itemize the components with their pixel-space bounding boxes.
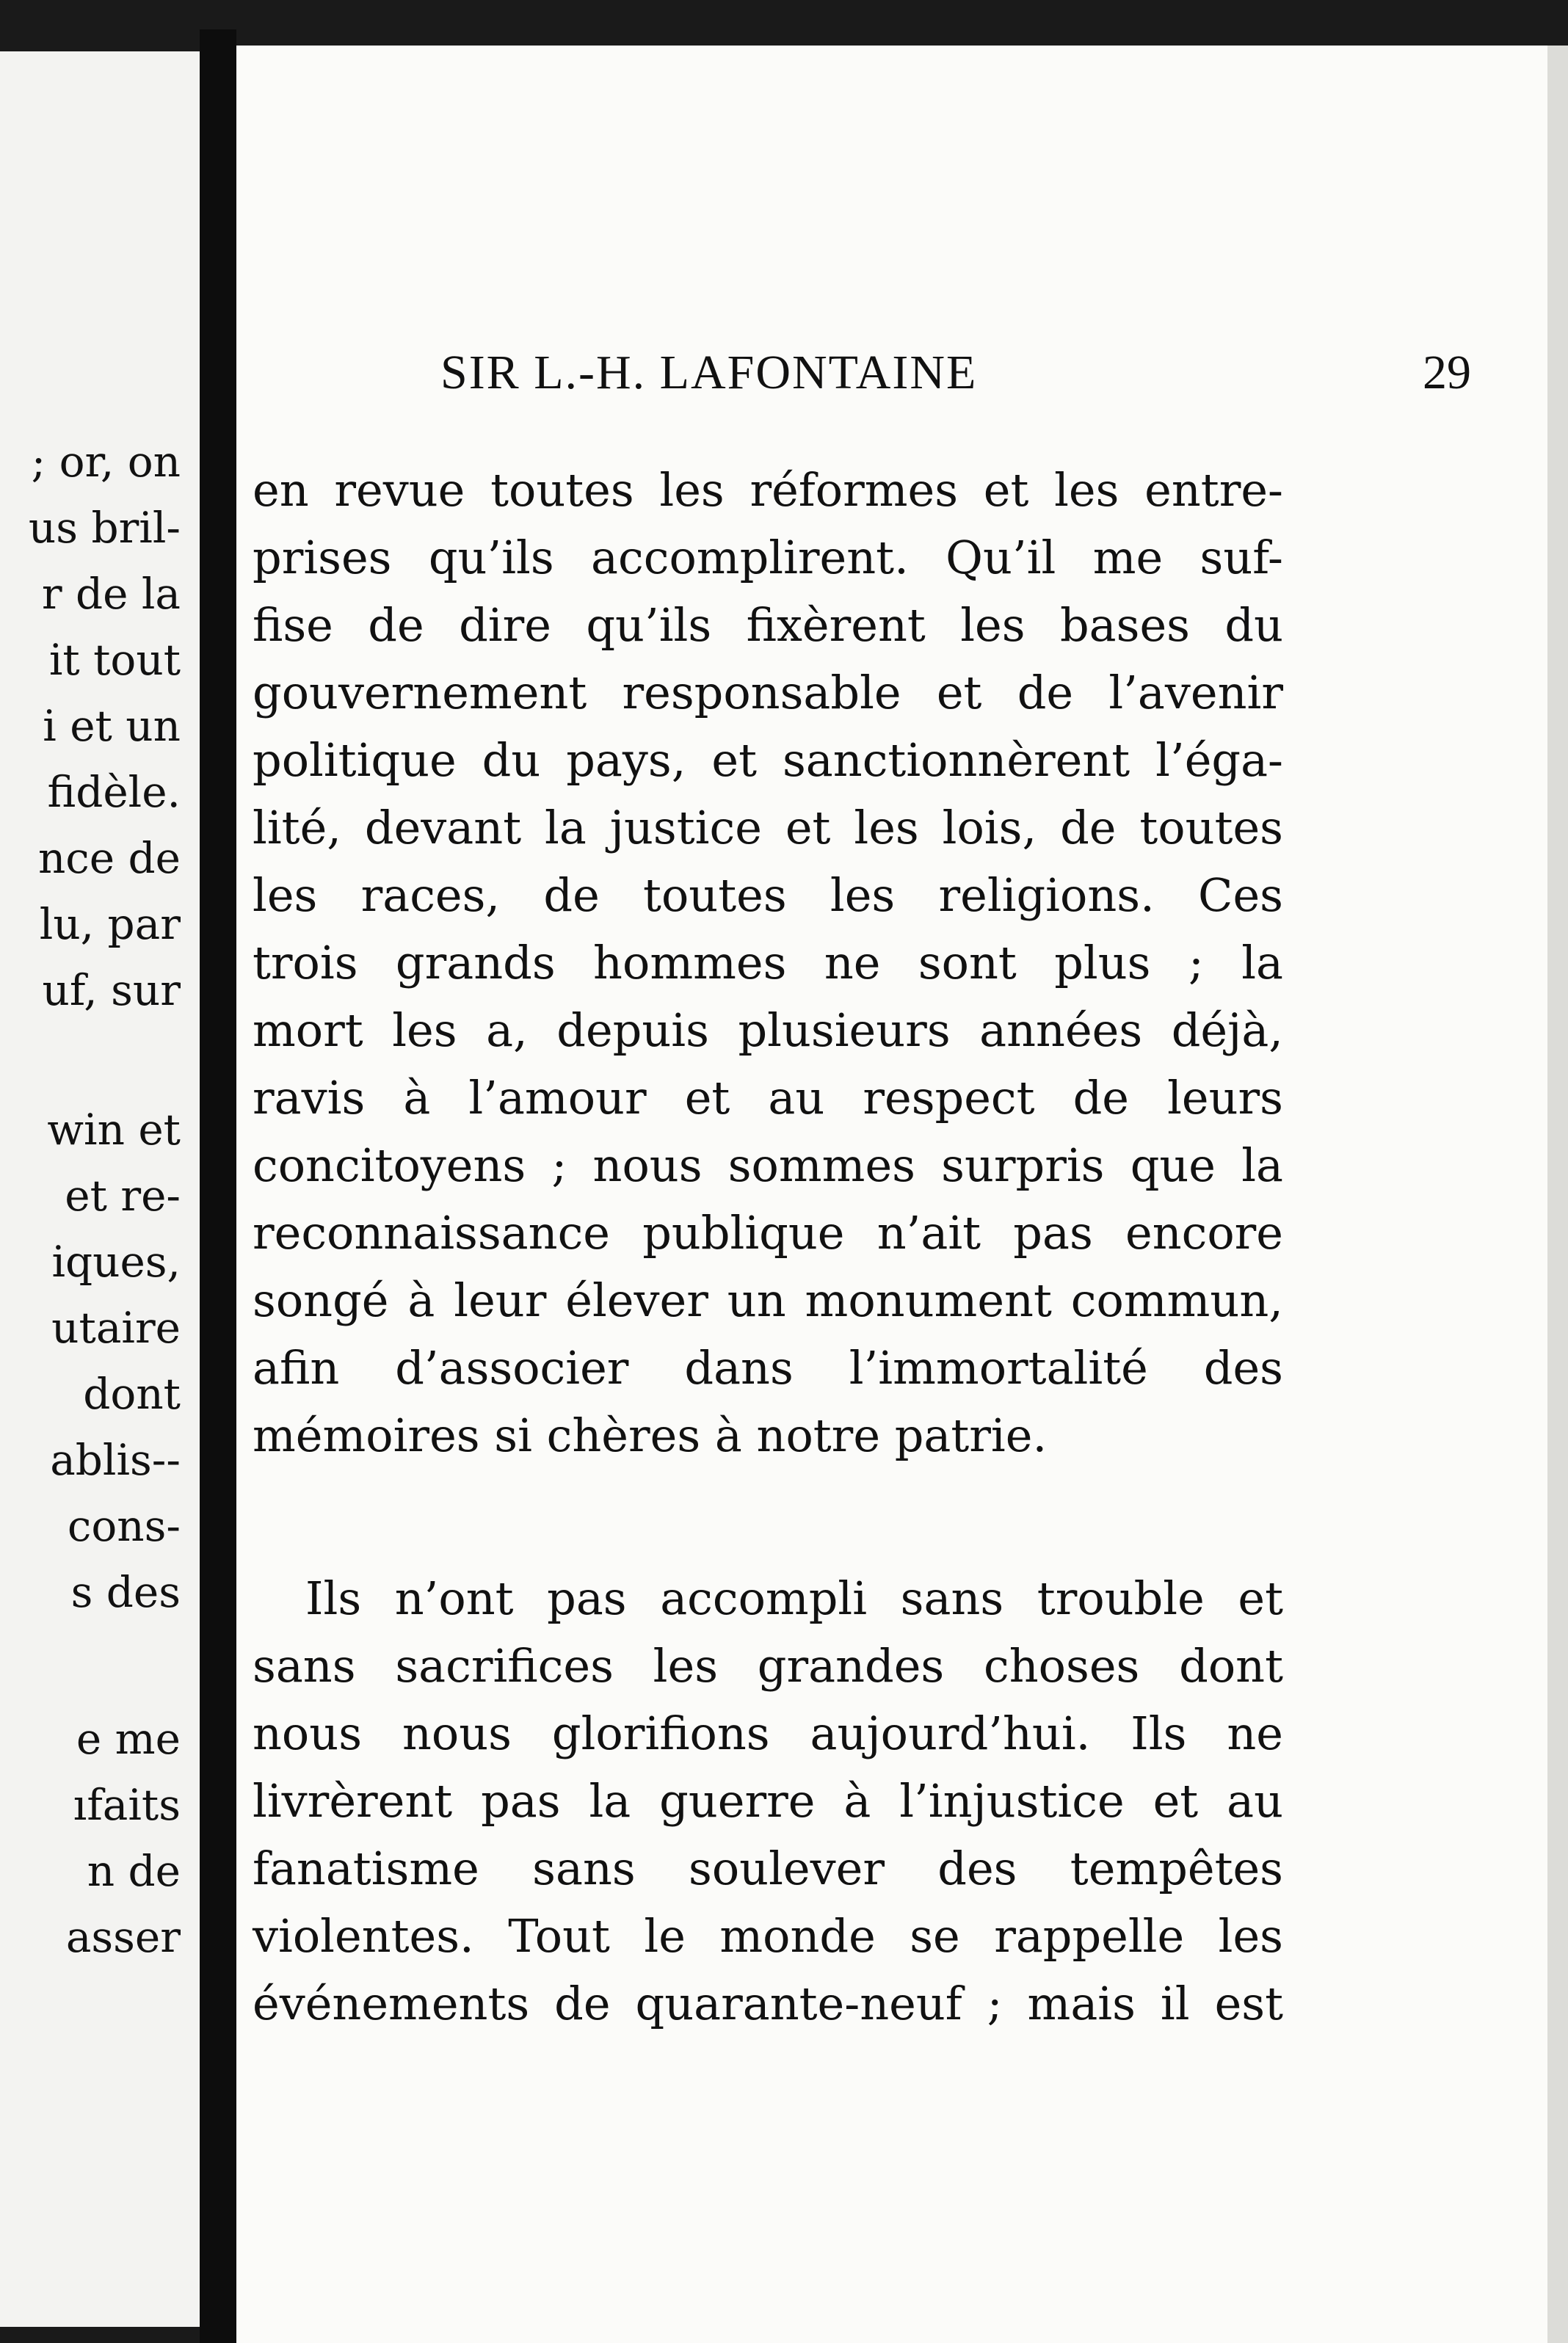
previous-page-line: et re- <box>65 1171 181 1221</box>
text-line: mémoires si chères à notre patrie. <box>253 1409 1048 1462</box>
previous-page-line: s des <box>70 1567 181 1617</box>
previous-page-line: uf, sur <box>42 965 181 1015</box>
previous-page-line: asser <box>65 1912 181 1962</box>
running-header <box>236 345 1547 401</box>
book-page <box>236 46 1547 2343</box>
previous-page-line: ; or, on <box>31 437 181 487</box>
previous-page-line: nce de <box>37 833 181 883</box>
previous-page-line: iques, <box>51 1237 181 1287</box>
paragraph-break <box>253 1470 1283 1565</box>
text-line: ravis à l’amour et au respect de leurs <box>253 1071 1283 1125</box>
previous-page-line: fidèle. <box>47 767 181 817</box>
text-line: prises qu’ils accomplirent. Qu’il me suf- <box>253 531 1283 584</box>
text-line: reconnaissance publique n’ait pas encore <box>253 1206 1283 1260</box>
previous-page-line: cons- <box>67 1501 181 1551</box>
text-line: Ils n’ont pas accompli sans trouble et <box>305 1572 1283 1625</box>
previous-page-line: us bril- <box>28 503 181 553</box>
text-line: lité, devant la justice et les lois, de toutes <box>253 801 1283 854</box>
previous-page-line: ıfaits <box>73 1780 181 1830</box>
text-line: en revue toutes les réformes et les entre- <box>253 463 1283 517</box>
text-line: afin d’associer dans l’immortalité des <box>253 1341 1283 1395</box>
previous-page-line: e me <box>76 1714 181 1764</box>
paragraph <box>253 457 1283 2038</box>
previous-page-line: i et un <box>43 701 181 751</box>
text-line: concitoyens ; nous sommes surpris que la <box>253 1138 1283 1192</box>
text-line: les races, de toutes les religions. Ces <box>253 868 1283 922</box>
text-line: violentes. Tout le monde se rappelle les <box>253 1909 1283 1963</box>
previous-page-line: ablis-- <box>50 1435 181 1485</box>
previous-page-line: n de <box>87 1846 181 1896</box>
text-line: fanatisme sans soulever des tempêtes <box>253 1842 1283 1895</box>
previous-page-line: win et <box>47 1105 181 1155</box>
text-line: livrèrent pas la guerre à l’injustice et au <box>253 1774 1283 1828</box>
text-line: nous nous glorifions aujourd’hui. Ils ne <box>253 1707 1283 1760</box>
text-line: fise de dire qu’ils fixèrent les bases du <box>253 598 1283 652</box>
text-line: gouvernement responsable et de l’avenir <box>253 666 1283 719</box>
previous-page-line: r de la <box>41 569 181 619</box>
previous-page-line: dont <box>83 1369 181 1419</box>
running-title: SIR L.-H. LAFONTAINE <box>440 346 978 399</box>
previous-page-line: utaire <box>51 1303 181 1353</box>
book-gutter <box>200 29 236 2343</box>
text-line: mort les a, depuis plusieurs années déjà, <box>253 1003 1283 1057</box>
previous-page-line: it tout <box>48 635 181 685</box>
previous-page-line: lu, par <box>39 899 181 949</box>
previous-page-fragment <box>0 51 200 2327</box>
text-line: événements de quarante-neuf ; mais il est <box>253 1977 1283 2030</box>
page-edge <box>1547 46 1568 2343</box>
text-line: politique du pays, et sanctionnèrent l’éga- <box>253 733 1283 787</box>
page-number: 29 <box>1423 346 1471 399</box>
text-line: songé à leur élever un monument commun, <box>253 1274 1283 1327</box>
text-line: sans sacrifices les grandes choses dont <box>253 1639 1283 1693</box>
text-line: trois grands hommes ne sont plus ; la <box>253 936 1283 989</box>
